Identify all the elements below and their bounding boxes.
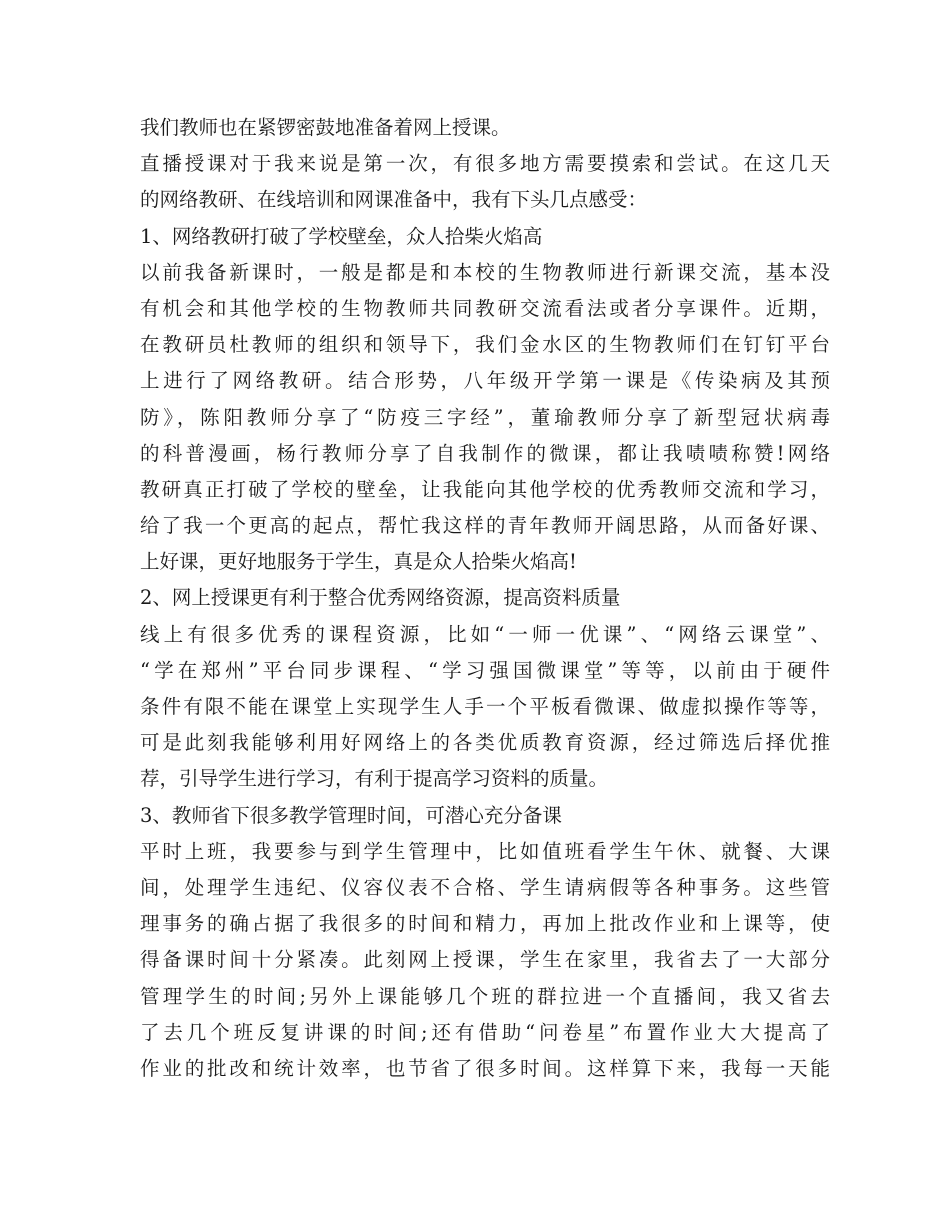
text-line: 管理学生的时间;另外上课能够几个班的群拉进一个直播间，我又省去 [140,984,830,1008]
text-line: 有机会和其他学校的生物教师共同教研交流看法或者分享课件。近期， [140,296,830,320]
text-line: 上进行了网络教研。结合形势，八年级开学第一课是《传染病及其预 [140,369,830,393]
text-line: 了去几个班反复讲课的时间;还有借助“问卷星”布置作业大大提高了 [140,1020,830,1044]
text-line: 防》，陈阳教师分享了“防疫三字经”，董瑜教师分享了新型冠状病毒 [140,405,830,429]
text-line: 给了我一个更高的起点，帮忙我这样的青年教师开阔思路，从而备好课、 [140,514,830,538]
text-line: 的网络教研、在线培训和网课准备中，我有下头几点感受： [140,188,648,212]
text-line: 荐，引导学生进行学习，有利于提高学习资料的质量。 [140,767,609,791]
text-line: “学在郑州”平台同步课程、“学习强国微课堂”等等，以前由于硬件 [140,658,830,682]
text-line: 教研真正打破了学校的壁垒，让我能向其他学校的优秀教师交流和学习， [140,477,830,501]
text-line: 3、教师省下很多教学管理时间，可潜心充分备课 [140,803,562,827]
text-line: 上好课，更好地服务于学生，真是众人拾柴火焰高! [140,550,577,574]
text-line: 我们教师也在紧锣密鼓地准备着网上授课。 [140,116,511,139]
text-line: 的科普漫画，杨行教师分享了自我制作的微课，都让我啧啧称赞!网络 [140,441,830,465]
text-line: 直播授课对于我来说是第一次，有很多地方需要摸索和尝试。在这几天 [140,152,830,176]
text-line: 可是此刻我能够利用好网络上的各类优质教育资源，经过筛选后择优推 [140,731,830,755]
document-body [140,110,830,1087]
text-line: 间，处理学生违纪、仪容仪表不合格、学生请病假等各种事务。这些管 [140,875,830,899]
text-line: 以前我备新课时，一般是都是和本校的生物教师进行新课交流，基本没 [140,260,830,284]
text-line: 作业的批改和统计效率，也节省了很多时间。这样算下来，我每一天能 [140,1056,830,1080]
text-line: 1、网络教研打破了学校壁垒，众人拾柴火焰高 [140,224,543,248]
text-line: 在教研员杜教师的组织和领导下，我们金水区的生物教师们在钉钉平台 [140,333,830,357]
text-line: 理事务的确占据了我很多的时间和精力，再加上批改作业和上课等，使 [140,912,830,936]
text-line: 平时上班，我要参与到学生管理中，比如值班看学生午休、就餐、大课 [140,839,830,863]
text-line: 线上有很多优秀的课程资源，比如“一师一优课”、“网络云课堂”、 [140,622,830,646]
text-line: 2、网上授课更有利于整合优秀网络资源，提高资料质量 [140,586,621,610]
text-line: 得备课时间十分紧凑。此刻网上授课，学生在家里，我省去了一大部分 [140,948,830,972]
text-line: 条件有限不能在课堂上实现学生人手一个平板看微课、做虚拟操作等等， [140,695,830,718]
